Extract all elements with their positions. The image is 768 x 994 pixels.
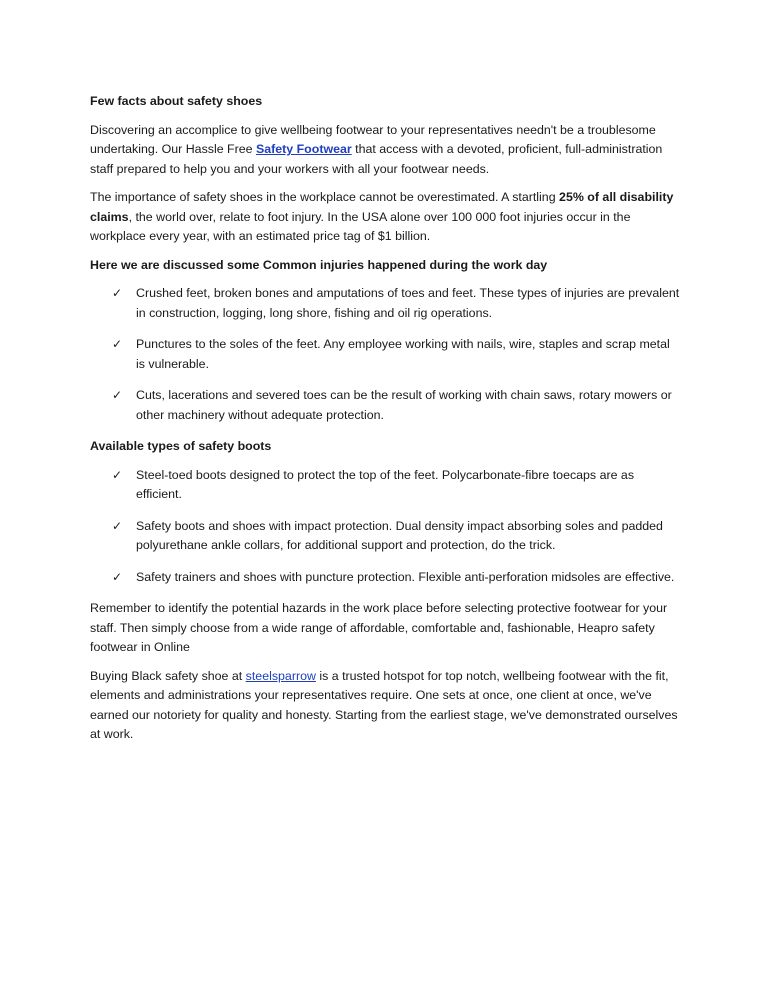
checkmark-icon: ✓	[112, 286, 123, 300]
checkmark-icon: ✓	[112, 467, 123, 482]
list-item-text: Safety trainers and shoes with puncture protection. Flexible anti-perforation midsoles are effective.	[136, 569, 675, 584]
list-item	[90, 335, 680, 374]
list-item-text: Punctures to the soles of the feet. Any employee working with nails, wire, staples and scrap metal is vulnerable.	[136, 337, 670, 371]
boots-list	[90, 466, 680, 588]
importance-text-after: , the world over, relate to foot injury. In the USA alone over 100 000 foot injuries occur in the workplace every year, with an estimated price tag of $1 billion.	[90, 209, 631, 243]
intro-text-before: Discovering an accomplice to give wellbeing footwear to your representatives needn't be a troublesome undertaking. Our Hassle Free	[90, 122, 656, 156]
buying-paragraph	[90, 667, 680, 745]
list-item	[90, 284, 680, 323]
checkmark-icon: ✓	[112, 388, 123, 402]
intro-text-after: that access with a devoted, proficient, full-administration staff prepared to help you and your workers with all your footwear needs.	[90, 142, 663, 176]
list-item	[90, 466, 680, 505]
boots-heading: Available types of safety boots	[90, 439, 272, 453]
document-title: Few facts about safety shoes	[90, 94, 263, 108]
hazards-paragraph: Remember to identify the potential hazards in the work place before selecting protective footwear for your staff. Then simply choose from a wide range of affordable, comfortable and, fashionable, Heapro safety footwear in Online	[90, 601, 668, 654]
list-item	[90, 386, 680, 425]
buying-text-after: is a trusted hotspot for top notch, wellbeing footwear with the fit, elements and administrations your representatives require. One sets at once, one client at once, we've earned our notoriety for quality and honesty. Starting from the earliest stage, we've demonstrated ourselves at work.	[90, 668, 678, 741]
checkmark-icon: ✓	[112, 337, 123, 351]
list-item-text: Crushed feet, broken bones and amputations of toes and feet. These types of injuries are prevalent in construction, logging, long shore, fishing and oil rig operations.	[136, 286, 680, 320]
injuries-heading: Here we are discussed some Common injuries happened during the work day	[90, 257, 548, 272]
importance-text-before: The importance of safety shoes in the workplace cannot be overestimated. A startling	[90, 190, 560, 204]
safety-footwear-link[interactable]: Safety Footwear	[255, 142, 352, 156]
list-item-text: Safety boots and shoes with impact protection. Dual density impact absorbing soles and padded polyurethane ankle collars, for additional support and protection, do the trick.	[136, 518, 663, 552]
checkmark-icon: ✓	[112, 518, 123, 533]
list-item	[90, 517, 680, 556]
buying-text-before: Buying Black safety shoe at	[90, 668, 246, 683]
injuries-list	[90, 284, 680, 425]
list-item-text: Cuts, lacerations and severed toes can be the result of working with chain saws, rotary mowers or other machinery without adequate protection.	[136, 388, 672, 422]
list-item	[90, 568, 680, 588]
disability-claims-highlight: 25% of all disability claims	[90, 190, 674, 224]
checkmark-icon: ✓	[112, 569, 123, 584]
steelsparrow-link[interactable]: steelsparrow	[245, 668, 316, 683]
list-item-text: Steel-toed boots designed to protect the top of the feet. Polycarbonate-fibre toecaps are as efficient.	[136, 467, 635, 501]
importance-paragraph	[90, 188, 680, 247]
intro-paragraph	[90, 121, 680, 180]
